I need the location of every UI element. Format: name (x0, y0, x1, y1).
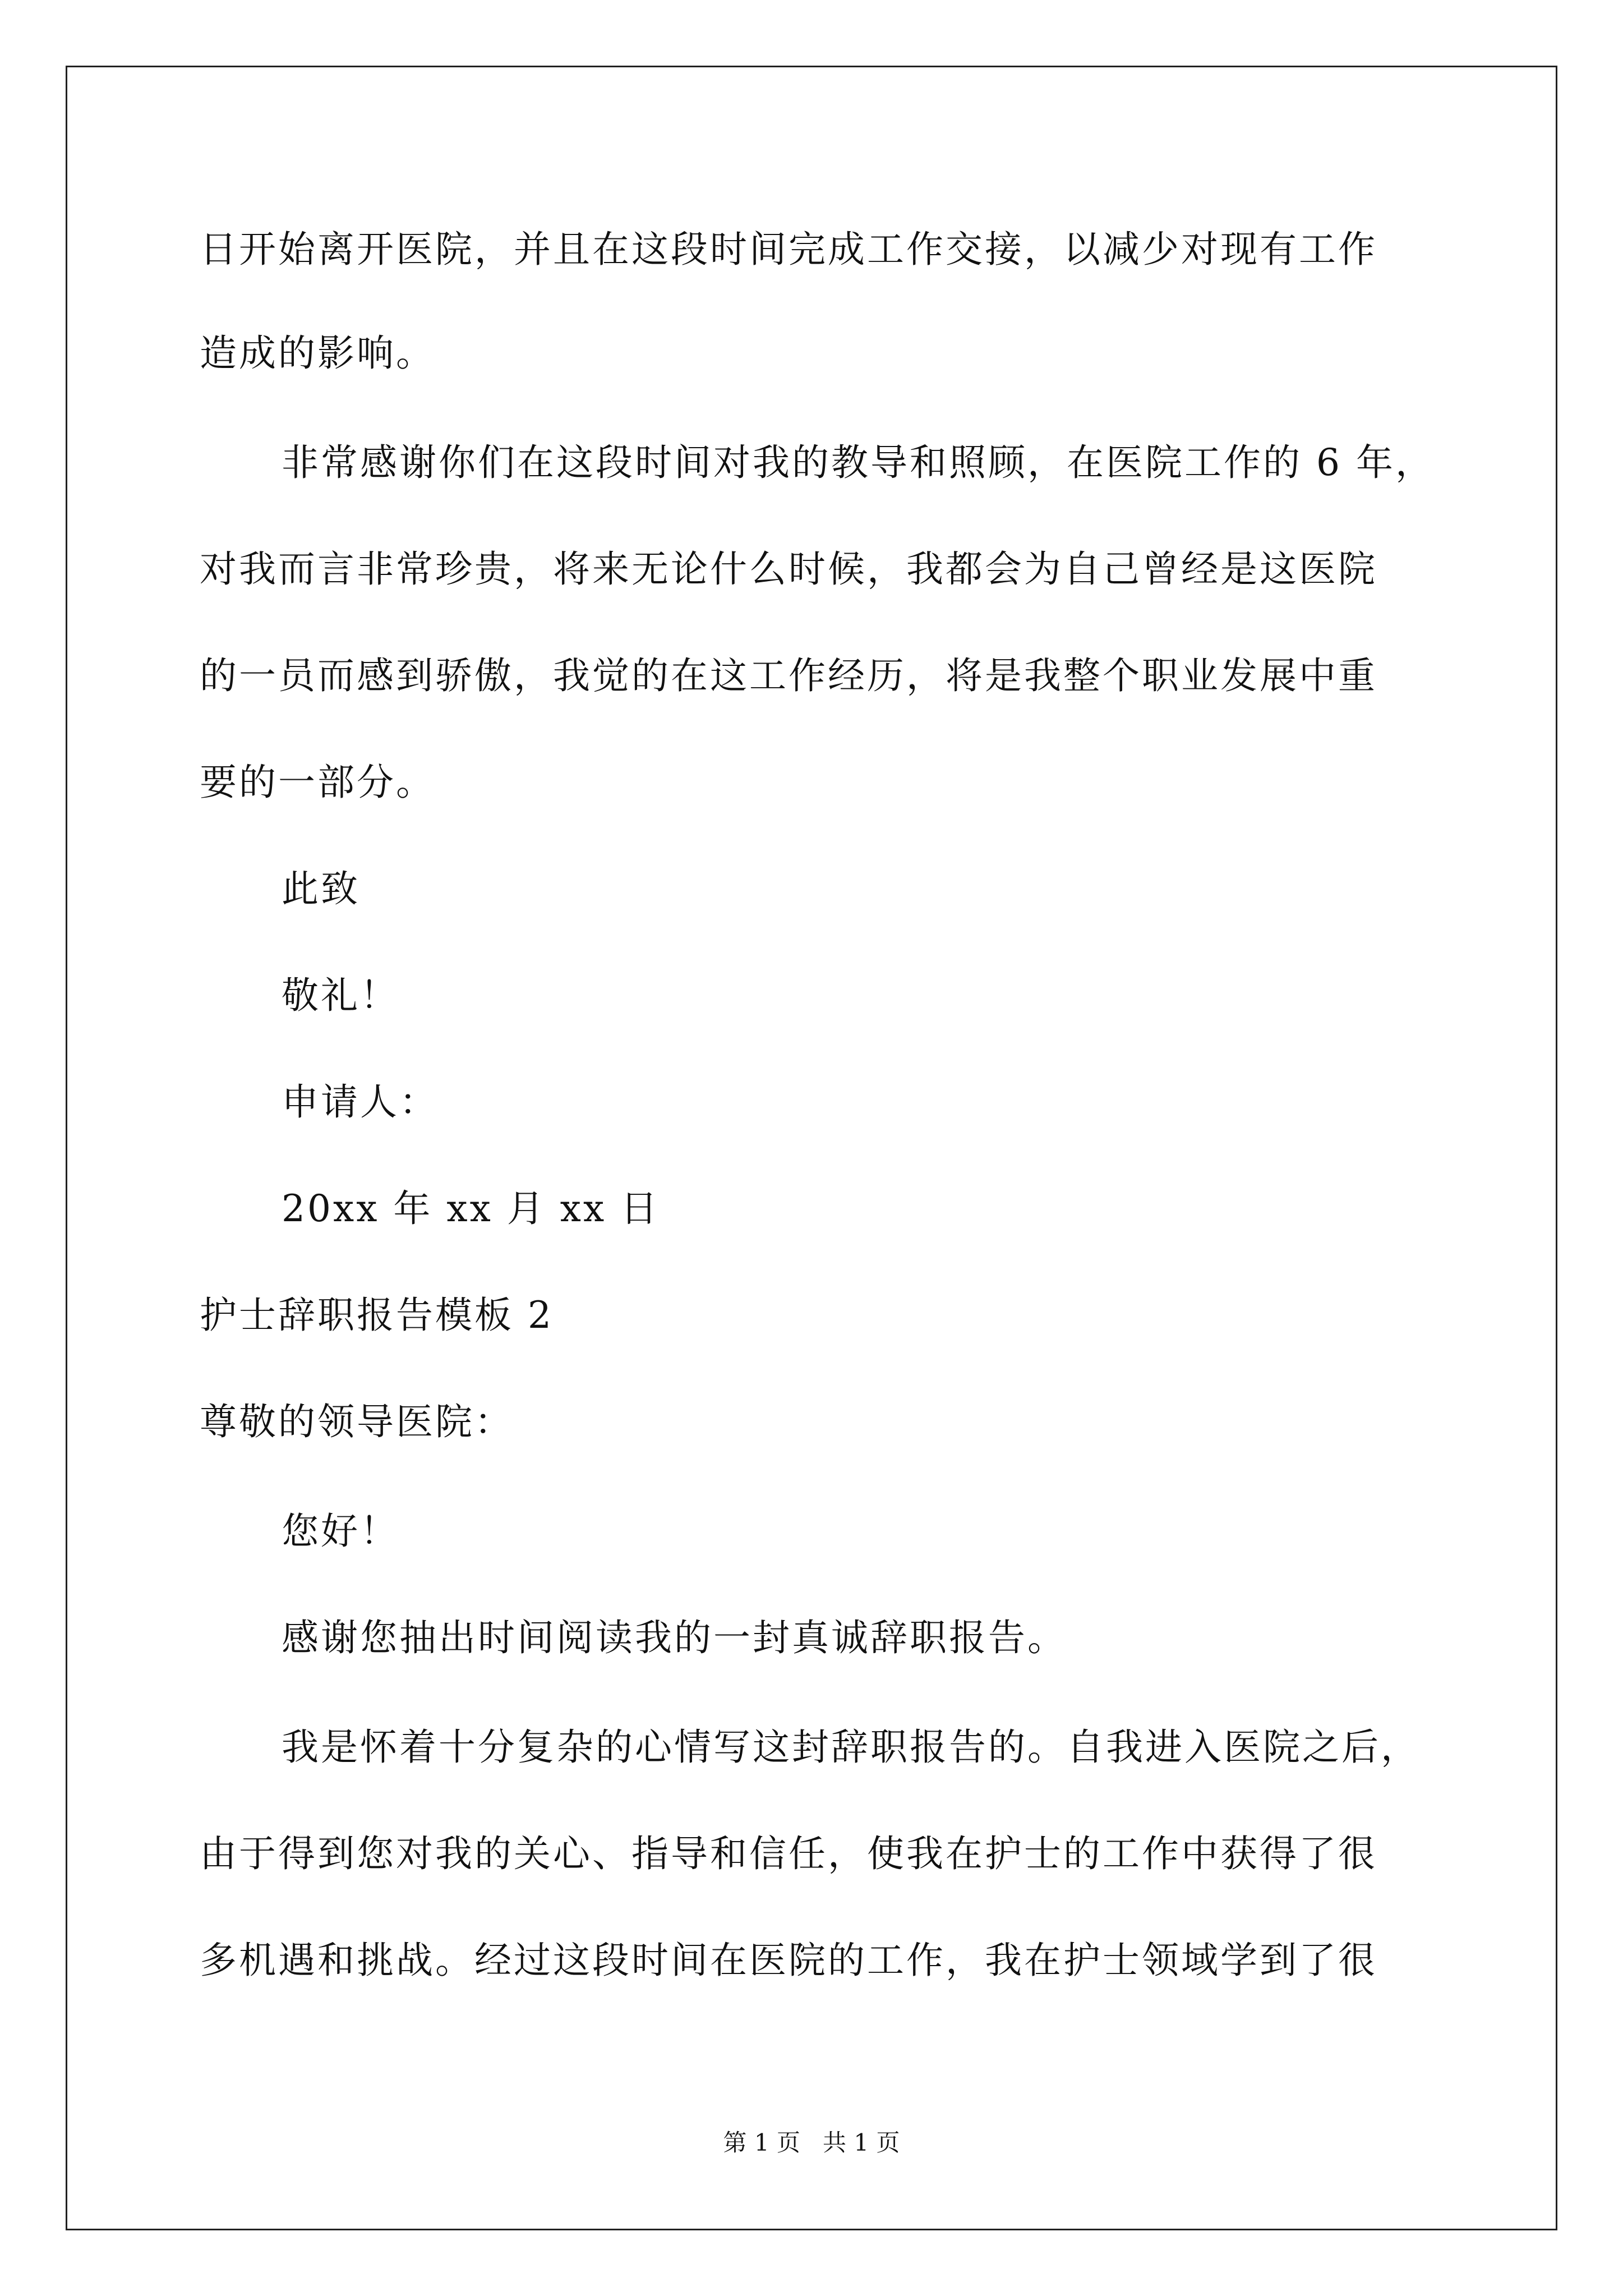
closing-cizhi: 此致 (282, 867, 360, 910)
paragraph-thanks-line-3: 的一员而感到骄傲，我觉的在这工作经历，将是我整个职业发展中重 (200, 654, 1377, 697)
paragraph-body-line-2: 由于得到您对我的关心、指导和信任，使我在护士的工作中获得了很 (200, 1832, 1377, 1875)
page-border (66, 66, 1557, 2230)
paragraph-intro: 感谢您抽出时间阅读我的一封真诚辞职报告。 (282, 1616, 1067, 1659)
salutation: 尊敬的领导医院： (200, 1400, 514, 1443)
body-line-1: 日开始离开医院，并且在这段时间完成工作交接，以减少对现有工作 (200, 228, 1377, 271)
paragraph-thanks-line-2: 对我而言非常珍贵，将来无论什么时候，我都会为自己曾经是这医院 (200, 547, 1377, 591)
greeting: 您好！ (282, 1510, 399, 1553)
date-line: 20xx 年 xx 月 xx 日 (282, 1187, 660, 1230)
paragraph-body-line-3: 多机遇和挑战。经过这段时间在医院的工作，我在护士领域学到了很 (200, 1939, 1377, 1982)
page-footer: 第 1 页 共 1 页 (723, 2129, 900, 2156)
body-line-2: 造成的影响。 (200, 332, 435, 375)
section-title: 护士辞职报告模板 2 (200, 1294, 554, 1337)
paragraph-thanks-line-1: 非常感谢你们在这段时间对我的教导和照顾，在医院工作的 6 年， (282, 441, 1435, 484)
closing-jingli: 敬礼！ (282, 974, 399, 1017)
applicant-label: 申请人： (282, 1080, 439, 1124)
paragraph-thanks-line-4: 要的一部分。 (200, 761, 435, 804)
paragraph-body-line-1: 我是怀着十分复杂的心情写这封辞职报告的。自我进入医院之后， (282, 1726, 1420, 1769)
